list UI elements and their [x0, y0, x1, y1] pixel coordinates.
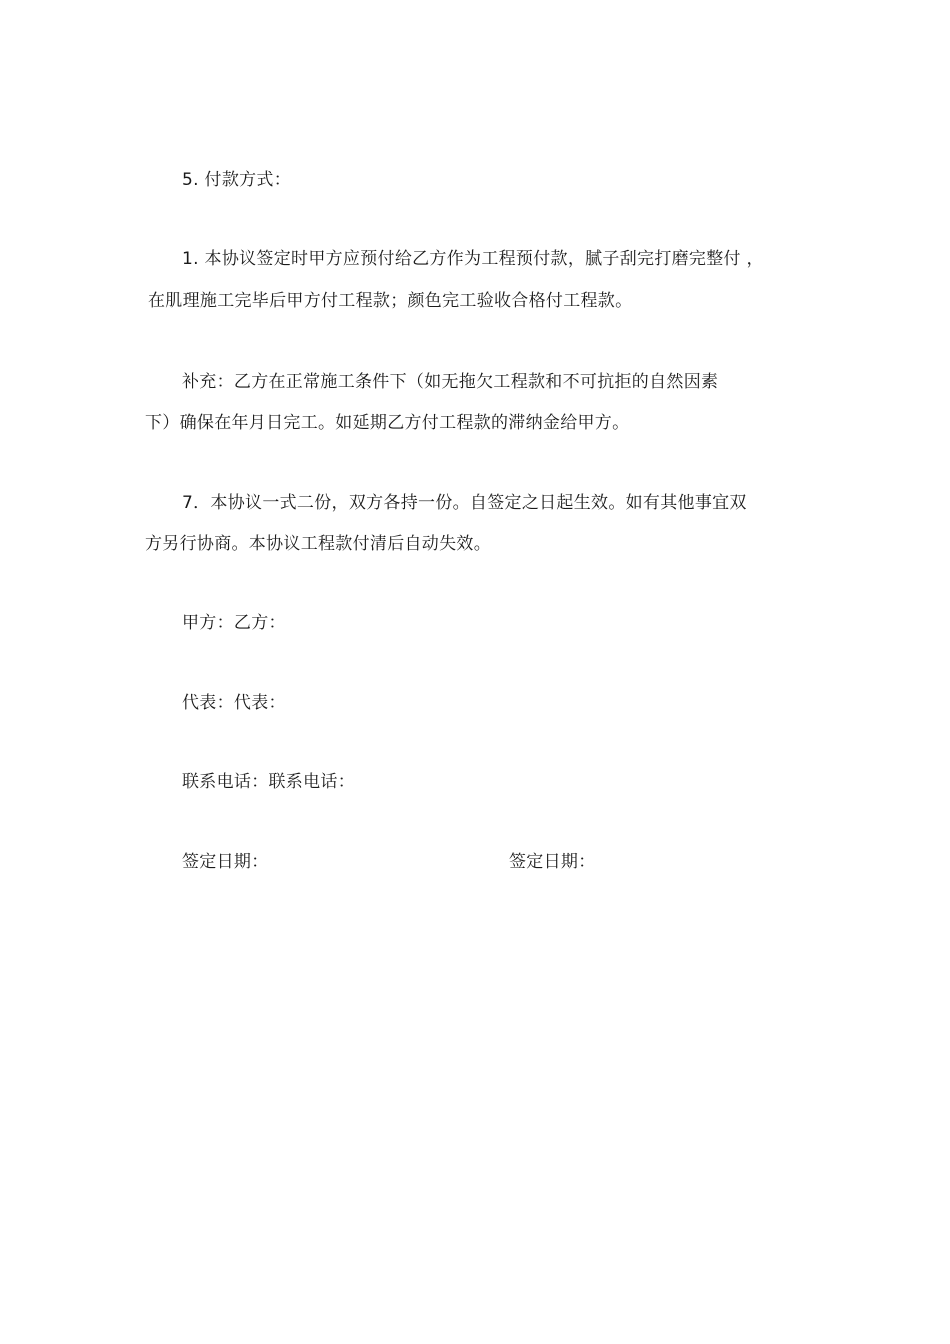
phone-line: 联系电话：联系电话： — [182, 772, 355, 792]
paragraph-3-line-2: 方另行协商。本协议工程款付清后自动失效。 — [145, 534, 491, 554]
party-line: 甲方：乙方： — [182, 613, 286, 633]
paragraph-1-line-1: 1. 本协议签定时甲方应预付给乙方作为工程预付款，腻子刮完打磨完整付 ， — [182, 249, 764, 269]
representative-line: 代表：代表： — [182, 693, 286, 713]
paragraph-3-line-1: 7．本协议一式二份，双方各持一份。自签定之日起生效。如有其他事宜双 — [182, 493, 747, 513]
section-heading-payment: 5. 付款方式： — [182, 170, 292, 190]
sign-date-right: 签定日期： — [509, 852, 596, 872]
paragraph-1-line-2: 在肌理施工完毕后甲方付工程款；颜色完工验收合格付工程款。 — [148, 291, 633, 311]
paragraph-2-line-1: 补充：乙方在正常施工条件下（如无拖欠工程款和不可抗拒的自然因素 — [182, 372, 719, 392]
paragraph-2-line-2: 下）确保在年月日完工。如延期乙方付工程款的滞纳金给甲方。 — [145, 413, 630, 433]
sign-date-left: 签定日期： — [182, 852, 269, 872]
